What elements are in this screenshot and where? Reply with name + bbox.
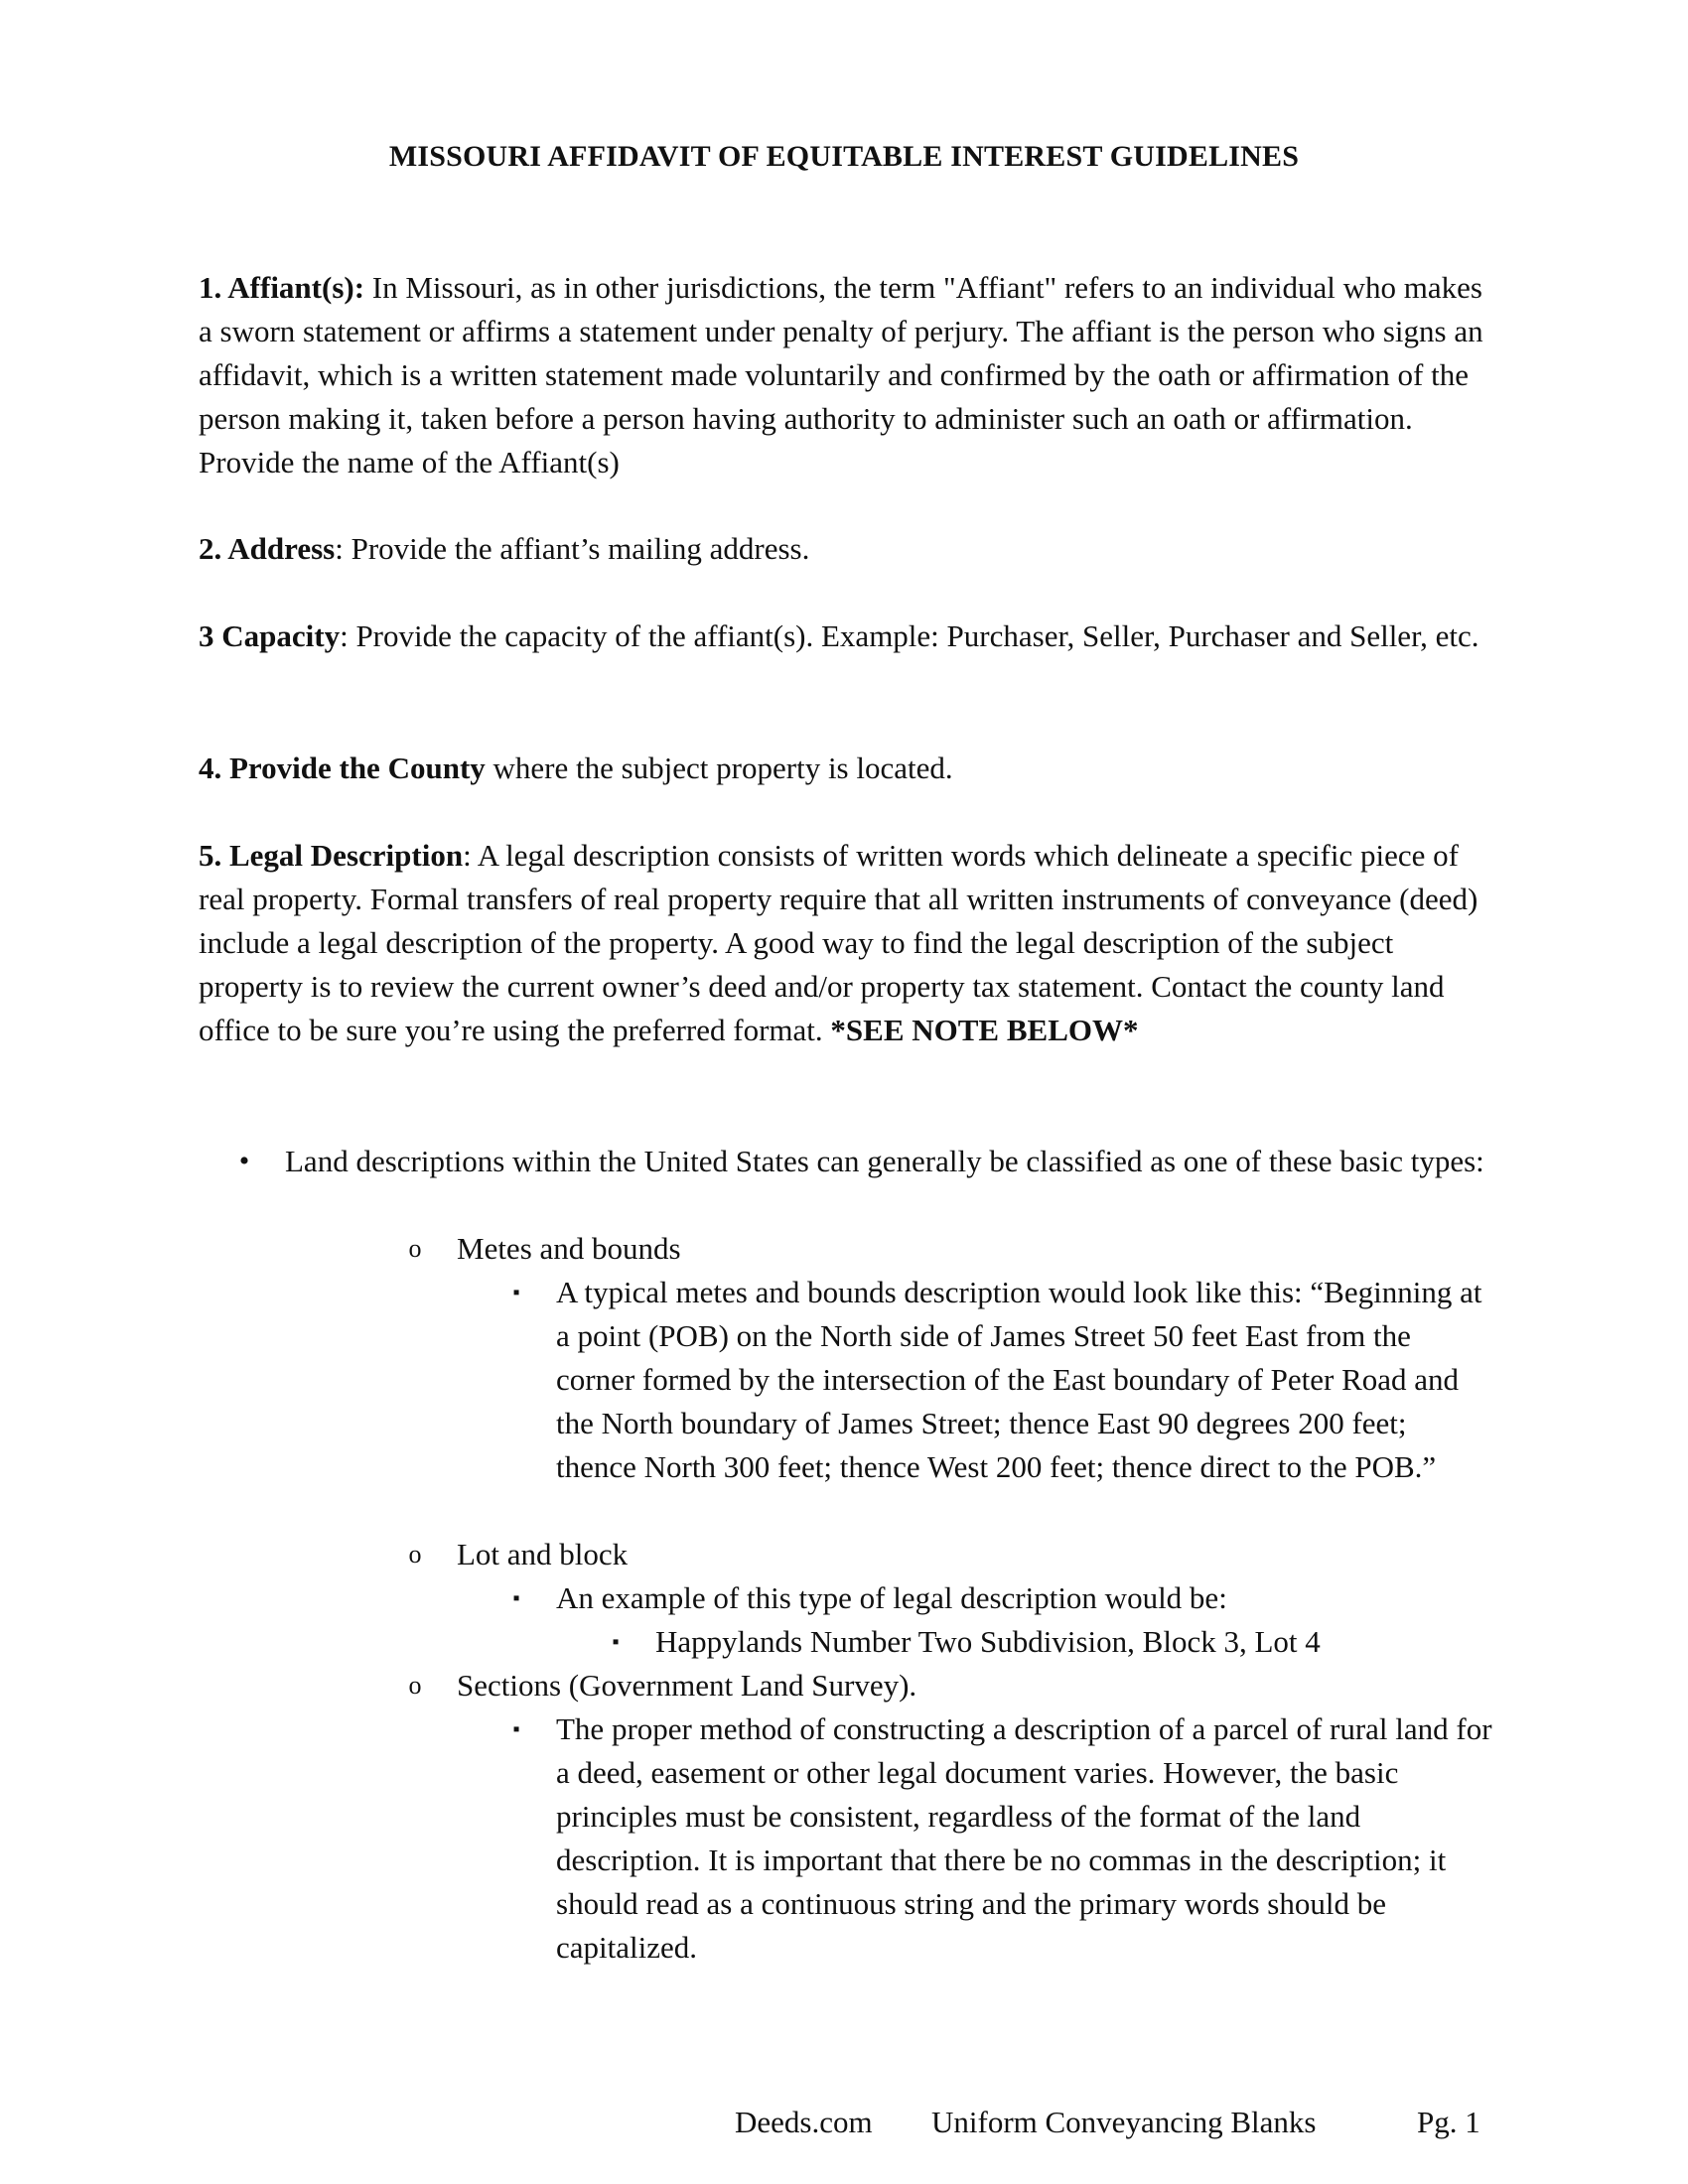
footer-page-number: Pg. 1 [1417, 2105, 1480, 2139]
footer-site: Deeds.com [735, 2105, 873, 2139]
section-capacity [199, 614, 1499, 658]
section-address [199, 527, 1499, 571]
disc-bullet-icon: • [238, 1145, 250, 1177]
section-county-text: where the subject property is located. [485, 751, 953, 785]
section-legal-description-label: 5. Legal Description [199, 838, 464, 873]
see-note-below: *SEE NOTE BELOW* [830, 1013, 1139, 1047]
section-address-label: 2. Address [199, 531, 336, 566]
circle-bullet-icon: o [408, 1671, 422, 1700]
square-bullet-icon: ▪ [512, 1282, 520, 1303]
section-legal-description [199, 834, 1499, 1052]
list-intro-text: Land descriptions within the United States can generally be classified as one of these basic types: [285, 1144, 1484, 1178]
section-capacity-label: 3 Capacity [199, 618, 341, 653]
square-bullet-icon: ▪ [512, 1718, 520, 1740]
section-affiants-text: In Missouri, as in other jurisdictions, the term "Affiant" refers to an individual who makes a sworn statement or affirms a statement under penalty of perjury. The affiant is the person who signs an affidavit, which is a written statement made voluntarily and confirmed by the oath or affirmation of the person making it, taken before a person having authority to administer such an oath or affirmation. Provide the name of the Affiant(s) [199, 270, 1483, 479]
circle-bullet-icon: o [408, 1540, 422, 1569]
square-bullet-icon: ▪ [512, 1587, 520, 1609]
square-bullet-icon: ▪ [612, 1631, 620, 1653]
lot-and-block-title: Lot and block [457, 1537, 629, 1571]
circle-bullet-icon: o [408, 1234, 422, 1263]
section-legal-description-text: : A legal description consists of written words which delineate a specific piece of real property. Formal transfers of real property require that all written instruments of conveyance (deed) include a legal description of the property. A good way to find the legal description of the subject property is to review the current owner’s deed and/or property tax statement. Contact the county land office to be sure you’re using the preferred format. [199, 838, 1478, 1047]
section-county-label: 4. Provide the County [199, 751, 486, 785]
footer-series: Uniform Conveyancing Blanks [931, 2105, 1317, 2139]
sections-title: Sections (Government Land Survey). [457, 1668, 917, 1703]
lot-and-block-intro: An example of this type of legal description would be: [556, 1580, 1227, 1615]
section-affiants [199, 266, 1499, 484]
section-address-text: : Provide the affiant’s mailing address. [335, 531, 810, 566]
document-title: MISSOURI AFFIDAVIT OF EQUITABLE INTEREST GUIDELINES [388, 140, 1300, 173]
section-affiants-label: 1. Affiant(s): [199, 270, 365, 305]
metes-and-bounds-example: A typical metes and bounds description would look like this: “Beginning at a point (POB) on the North side of James Street 50 feet East from the corner formed by the intersection of the East boundary of Peter Road and the North boundary of James Street; thence East 90 degrees 200 feet; thence North 300 feet; thence West 200 feet; thence direct to the POB.” [556, 1275, 1482, 1484]
section-capacity-text: : Provide the capacity of the affiant(s). Example: Purchaser, Seller, Purchaser and Seller, etc. [340, 618, 1479, 653]
metes-and-bounds-title: Metes and bounds [457, 1231, 681, 1266]
lot-and-block-example: Happylands Number Two Subdivision, Block 3, Lot 4 [655, 1624, 1321, 1659]
sections-text: The proper method of constructing a description of a parcel of rural land for a deed, easement or other legal document varies. However, the basic principles must be consistent, regardless of the format of the land description. It is important that there be no commas in the description; it should read as a continuous string and the primary words should be capitalized. [556, 1711, 1492, 1965]
section-county [199, 747, 1499, 790]
